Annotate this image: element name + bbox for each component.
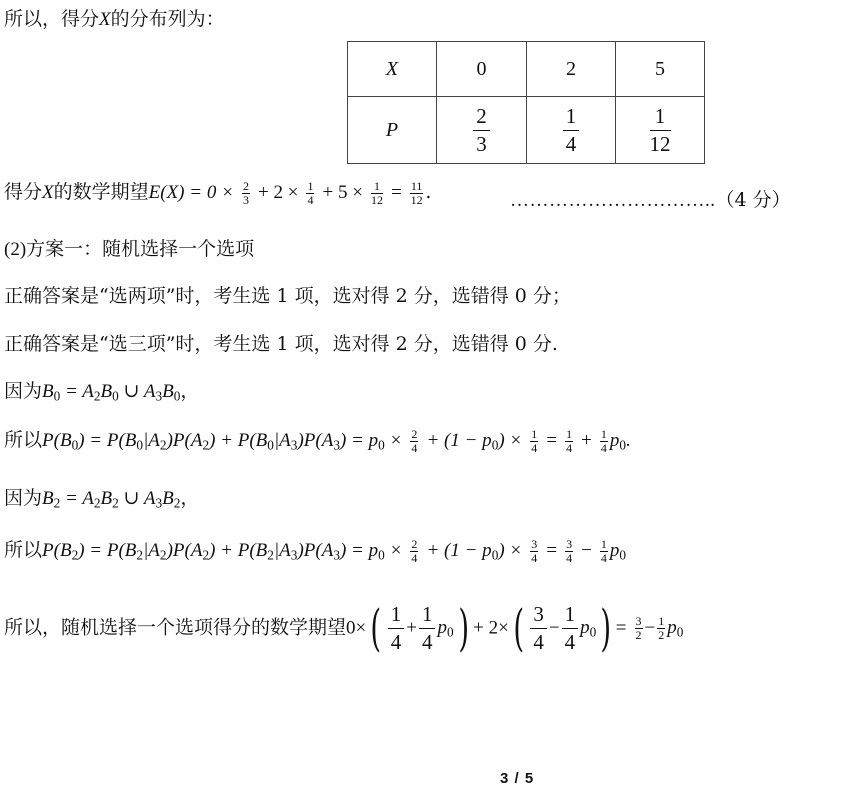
math-expression: $P(B_2) = P(B_2|A_2)P(A_2) + P(B_2|A_3)P(A_3) = p_0$ × — [42, 540, 403, 563]
distribution-intro: 所以，得分X的分布列为： — [4, 8, 225, 30]
table-cell: 2 — [527, 42, 616, 97]
table-cell: 5 — [616, 42, 705, 97]
left-paren: ( — [513, 599, 524, 657]
fraction: $\frac{2}{3}$ — [473, 105, 490, 154]
pb0-formula: 所以$P(B_0) = P(B_0|A_2)P(A_2) + P(B_0|A_3)P(A_3) = p_0$ × $\frac{2}{4}$ + $(1 - p_0)$ × $\frac{1}{4}$ = $\frac{1}{4}$ + $\frac{1}{4}$ $p_0$. — [4, 427, 631, 455]
math-expression: $B_2 = A_2B_2$ ∪ $A_3B_2$ — [42, 488, 181, 511]
table-cell — [527, 97, 616, 164]
pb2-formula: 所以$P(B_2) = P(B_2|A_2)P(A_2) + P(B_2|A_3)P(A_3) = p_0$ × $\frac{2}{4}$ + $(1 - p_0)$ × $\frac{3}{4}$ = $\frac{3}{4}$ − $\frac{1}{4}$ $p_0$ — [4, 537, 627, 565]
fraction: $\frac{3}{2}$ — [635, 613, 642, 642]
table-cell: P — [348, 97, 437, 164]
fraction: $\frac{1}{4}$ — [562, 603, 579, 652]
fraction: $\frac{1}{4}$ — [566, 427, 573, 455]
distribution-table — [347, 41, 705, 164]
fraction: $\frac{11}{12}$ — [410, 179, 423, 207]
fraction: $\frac{2}{4}$ — [411, 427, 418, 455]
fraction: $\frac{1}{4}$ — [563, 105, 580, 154]
final-expectation: 所以，随机选择一个选项得分的数学期望0×( $\frac{1}{4}$ + $\frac{1}{4}$ $p_0) + 2\times$( $\frac{3}{4}$ − $\frac{1}{4}$ $p_0$) = $\frac{3}{2}$ − $\frac{1}{2}$ $p_0$ — [4, 599, 684, 657]
fraction: $\frac{1}{4}$ — [531, 427, 538, 455]
table-row — [348, 97, 705, 164]
fraction: $\frac{1}{2}$ — [658, 613, 665, 642]
expectation-line: 得分X的数学期望E(X) = 0 × $\frac{2}{3}$ + 2 × $\frac{1}{4}$ + 5 × $\frac{1}{12}$ = $\frac{11}{12}$ . — [4, 179, 432, 207]
table-row — [348, 42, 705, 97]
math-expression: $B_0 = A_2B_0$ ∪ $A_3B_0$ — [42, 381, 181, 404]
fraction: $\frac{2}{4}$ — [411, 537, 418, 565]
case-three-text: 正确答案是“选三项”时，考生选 1 项，选对得 2 分，选错得 0 分. — [4, 333, 558, 355]
fraction: $\frac{1}{4}$ — [419, 603, 436, 652]
fraction: $\frac{1}{4}$ — [388, 603, 405, 652]
table-cell — [616, 97, 705, 164]
fraction: $\frac{1}{4}$ — [600, 427, 607, 455]
fraction: $\frac{1}{4}$ — [600, 537, 607, 565]
fraction: $\frac{3}{4}$ — [531, 537, 538, 565]
table-cell — [437, 97, 527, 164]
math-expression: $P(B_0) = P(B_0|A_2)P(A_2) + P(B_0|A_3)P(A_3) = p_0$ × — [42, 430, 403, 453]
fraction: $\frac{1}{12}$ — [649, 104, 671, 156]
fraction: $\frac{1}{4}$ — [307, 179, 314, 207]
score-marker: …………………………..（4 分） — [510, 189, 791, 211]
b2-definition: 因为$B_2 = A_2B_2$ ∪ $A_3B_2$， — [4, 487, 200, 511]
part2-heading: (2)方案一：随机选择一个选项 — [4, 238, 255, 260]
page-number: 3 / 5 — [500, 770, 535, 787]
right-paren: ) — [458, 599, 469, 657]
fraction: $\frac{2}{3}$ — [242, 179, 249, 207]
fraction: $\frac{3}{4}$ — [566, 537, 573, 565]
fraction: $\frac{1}{12}$ — [371, 179, 384, 207]
left-paren: ( — [370, 599, 382, 657]
right-paren: ) — [600, 599, 612, 657]
b0-definition: 因为$B_0 = A_2B_0$ ∪ $A_3B_0$， — [4, 380, 200, 404]
case-two-text: 正确答案是“选两项”时，考生选 1 项，选对得 2 分，选错得 0 分； — [4, 285, 571, 307]
fraction: $\frac{3}{4}$ — [530, 603, 547, 652]
table-cell: X — [348, 42, 437, 97]
table-cell: 0 — [437, 42, 527, 97]
